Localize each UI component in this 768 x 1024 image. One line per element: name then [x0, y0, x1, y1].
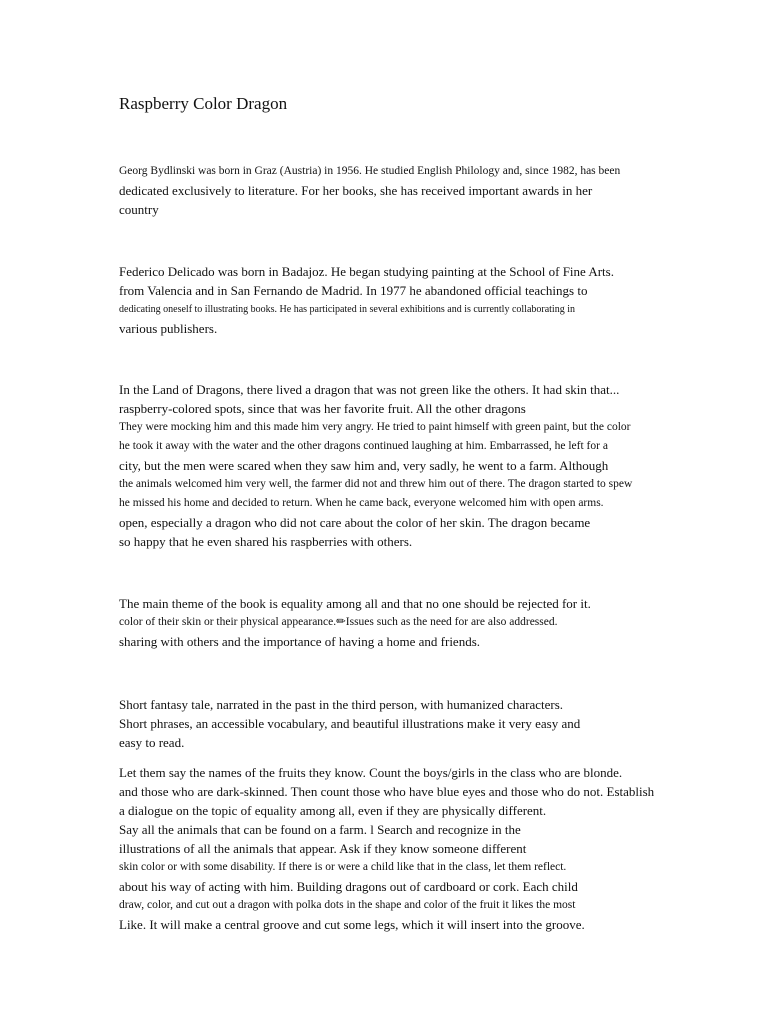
paragraph-theme — [119, 594, 591, 651]
text-line: The main theme of the book is equality among all and that no one should be rejected for it. — [119, 596, 591, 611]
text-line: dedicated exclusively to literature. For her books, she has received important awards in her — [119, 183, 593, 198]
text-line: Short fantasy tale, narrated in the past in the third person, with humanized characters. — [119, 697, 564, 712]
paragraph-illustrator-bio — [119, 262, 614, 338]
text-line: skin color or with some disability. If there is or were a child like that in the class, let them reflect. — [119, 861, 567, 873]
text-line: Let them say the names of the fruits they know. Count the boys/girls in the class who are blonde. — [119, 765, 623, 780]
text-line: various publishers. — [119, 321, 218, 336]
text-line: dedicating oneself to illustrating books. He has participated in several exhibitions and is currently collaborating in — [119, 304, 575, 315]
text-line: Federico Delicado was born in Badajoz. He began studying painting at the School of Fine Arts. — [119, 264, 614, 279]
text-line: the animals welcomed him very well, the farmer did not and threw him out of there. The dragon started to spew — [119, 478, 633, 490]
paragraph-activities — [119, 763, 654, 934]
text-line: raspberry-colored spots, since that was her favorite fruit. All the other dragons — [119, 401, 526, 416]
text-line: city, but the men were scared when they saw him and, very sadly, he went to a farm. Although — [119, 458, 609, 473]
text-line: Like. It will make a central groove and cut some legs, which it will insert into the groove. — [119, 917, 585, 932]
text-line: so happy that he even shared his raspberries with others. — [119, 534, 413, 549]
paragraph-summary — [119, 380, 632, 551]
text-line: illustrations of all the animals that appear. Ask if they know someone different — [119, 841, 527, 856]
text-line: sharing with others and the importance of having a home and friends. — [119, 634, 481, 649]
text-line: draw, color, and cut out a dragon with polka dots in the shape and color of the fruit it likes the most — [119, 899, 576, 911]
text-line: color of their skin or their physical appearance.✏Issues such as the need for are also addressed. — [119, 616, 558, 628]
text-line: he missed his home and decided to return. When he came back, everyone welcomed him with open arms. — [119, 497, 604, 509]
document-title: Raspberry Color Dragon — [119, 94, 288, 113]
text-line: and those who are dark-skinned. Then count those who have blue eyes and those who do not. Establish — [119, 784, 655, 799]
text-line: from Valencia and in San Fernando de Madrid. In 1977 he abandoned official teachings to — [119, 283, 588, 298]
text-line: country — [119, 202, 159, 217]
text-line: easy to read. — [119, 735, 185, 750]
text-line: Short phrases, an accessible vocabulary, and beautiful illustrations make it very easy and — [119, 716, 581, 731]
text-line: a dialogue on the topic of equality among all, even if they are physically different. — [119, 803, 547, 818]
text-line: Georg Bydlinski was born in Graz (Austria) in 1956. He studied English Philology and, since 1982, has been — [119, 165, 621, 177]
paragraph-style — [119, 695, 580, 752]
text-line: Say all the animals that can be found on a farm. l Search and recognize in the — [119, 822, 521, 837]
text-line: open, especially a dragon who did not care about the color of her skin. The dragon became — [119, 515, 591, 530]
text-line: They were mocking him and this made him very angry. He tried to paint himself with green paint, but the color — [119, 421, 631, 433]
paragraph-author-bio — [119, 162, 620, 219]
text-line: In the Land of Dragons, there lived a dragon that was not green like the others. It had skin that... — [119, 382, 620, 397]
text-line: he took it away with the water and the other dragons continued laughing at him. Embarrassed, he left for a — [119, 440, 608, 452]
text-line: about his way of acting with him. Building dragons out of cardboard or cork. Each child — [119, 879, 578, 894]
